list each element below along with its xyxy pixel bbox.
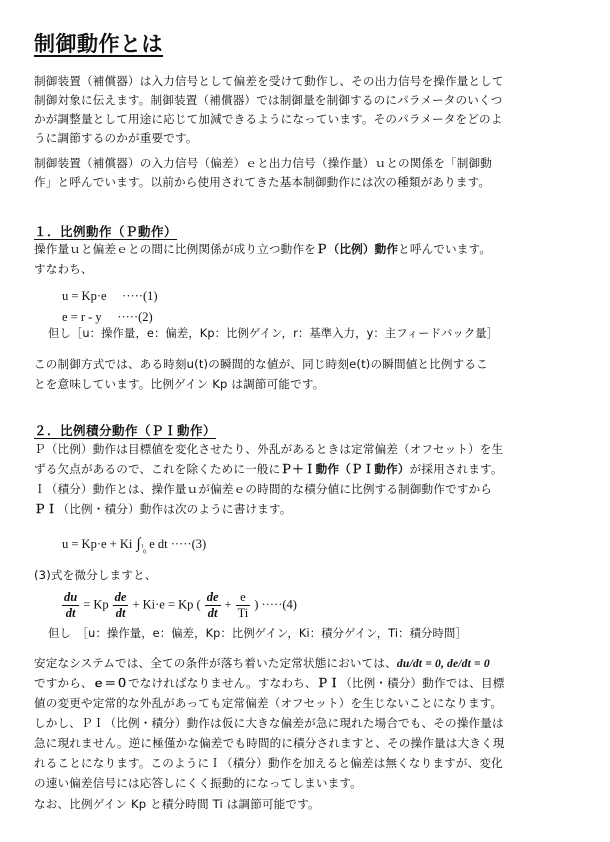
section-2-line-4	[34, 500, 291, 519]
numerator: de	[114, 590, 127, 604]
equation-4	[58, 590, 297, 621]
numerator: e	[236, 590, 251, 606]
eq4-middle: + Ki·e = Kp (	[132, 597, 201, 612]
intro-line-3: かが調整量として用途に応じて加減できるようになっています。そのパラメータをどのよ	[34, 112, 503, 126]
section-1-line-1	[34, 240, 491, 259]
bold-term: Ｐ（比例）動作	[315, 242, 399, 256]
closing-line-7: の速い偏差信号には応答しにくく振動的になってしまいます。	[34, 776, 362, 790]
equation-3	[62, 536, 206, 555]
text-span: 安定なシステムでは、全ての条件が落ち着いた定常状態においては、	[34, 656, 397, 670]
section-2-diff-line: (3)式を微分しますと、	[34, 568, 157, 582]
integral-limits	[141, 543, 147, 556]
section-1-para-1: この制御方式では、ある時刻u(t)の瞬間的な値が、同じ時刻e(t)の瞬間値と比例するこ	[34, 357, 488, 371]
fraction-de-dt	[113, 590, 129, 621]
eq4-end: ) ·····(4)	[254, 597, 297, 612]
integral-lower-limit: 0	[143, 549, 147, 556]
closing-line-4: しかし、ＰＩ（比例・積分）動作は仮に大きな偏差が急に現れた場合でも、その操作量は	[34, 716, 504, 730]
integral-upper-limit: t	[141, 543, 144, 550]
integral-sign: ∫	[136, 536, 141, 552]
text-span: ずる欠点があるので、これを除くために一般に	[34, 462, 281, 476]
closing-line-6: れることになります。このようにＩ（積分）動作を加えると偏差は無くなりますが、変化	[34, 756, 503, 770]
bold-term: ＰＩ	[316, 676, 341, 690]
section-1-heading: １．比例動作（Ｐ動作）	[34, 224, 178, 239]
numerator: du	[64, 590, 78, 604]
eq4-plus: +	[224, 597, 232, 612]
intro-line-1: 制御装置（補償器）は入力信号として偏差を受けて動作し、その出力信号を操作量として	[34, 74, 504, 88]
fraction-e-ti	[236, 590, 251, 621]
section-2-note: 但し ［u：操作量，e：偏差，Kp：比例ゲイン，Ki：積分ゲイン，Ti：積分時間］	[48, 627, 467, 640]
eq3-left: u = Kp·e + Ki	[62, 537, 133, 551]
text-span: （比例・積分）動作では、目標	[340, 676, 505, 690]
intro-line-5: 制御装置（補償器）の入力信号（偏差）ｅと出力信号（操作量）ｕとの関係を「制御動	[34, 156, 493, 170]
closing-line-2	[34, 674, 505, 693]
text-span: が採用されます。	[409, 462, 503, 476]
section-1-line-2: すなわち、	[34, 262, 93, 276]
text-span: でなければなりません。すなわち、	[127, 676, 317, 690]
section-1-note: 但し［u：操作量，e：偏差，Kp：比例ゲイン，r：基準入力，y：主フィードバック量］	[48, 327, 499, 340]
text-span: 操作量ｕと偏差ｅとの間に比例関係が成り立つ動作を	[34, 242, 316, 256]
section-1-para-2: とを意味しています。比例ゲイン Kp は調節可能です。	[34, 377, 325, 391]
section-2-line-2	[34, 460, 503, 479]
closing-line-8: なお、比例ゲイン Kp と積分時間 Ti は調節可能です。	[34, 797, 320, 811]
equation-2: e = r - y ·····(2)	[62, 310, 153, 324]
text-span: と呼んでいます。	[398, 242, 492, 256]
intro-line-4: うに調節するのかが重要です。	[34, 131, 198, 145]
closing-line-1	[34, 654, 490, 673]
section-2-heading: ２．比例積分動作（ＰＩ動作）	[34, 423, 217, 438]
closing-line-3: 値の変更や定常的な外乱があっても定常偏差（オフセット）を生じないことになります。	[34, 696, 503, 710]
denominator: dt	[207, 606, 218, 620]
closing-line-5: 急に現れません。逆に極僅かな偏差でも時間的に積分されますと、その操作量は大きく現	[34, 736, 505, 750]
eq3-right: e dt ·····(3)	[149, 537, 207, 551]
equation-1: u = Kp·e ·····(1)	[62, 289, 158, 303]
bold-term: ＰＩ	[34, 502, 58, 516]
numerator: de	[206, 590, 219, 604]
fraction-de-dt-2	[205, 590, 221, 621]
bold-term: Ｐ＋Ｉ動作（ＰＩ動作）	[280, 462, 410, 476]
intro-line-2: 制御対象に伝えます。制御装置（補償器）では制御量を制御するのにパラメータのいくつ	[34, 93, 503, 107]
section-2-line-1: Ｐ（比例）動作は目標値を変化させたり、外乱があるときは定常偏差（オフセット）を生	[34, 442, 504, 456]
text-span: ですから、	[34, 676, 93, 690]
math-inline: du/dt = 0, de/dt = 0	[396, 657, 490, 670]
bold-term: ｅ＝０	[92, 676, 128, 690]
section-2-line-3: Ｉ（積分）動作とは、操作量ｕが偏差ｅの時間的な積分値に比例する制御動作ですから	[34, 482, 493, 496]
intro-line-6: 作」と呼んでいます。以前から使用されてきた基本制御動作には次の種類があります。	[34, 175, 491, 189]
denominator: dt	[65, 606, 76, 620]
eq4-kp: = Kp	[83, 597, 109, 612]
denominator: Ti	[237, 606, 249, 620]
fraction-du-dt	[62, 590, 79, 621]
denominator: dt	[115, 606, 126, 620]
text-span: （比例・積分）動作は次のように書けます。	[57, 502, 292, 516]
page-title: 制御動作とは	[34, 32, 163, 56]
